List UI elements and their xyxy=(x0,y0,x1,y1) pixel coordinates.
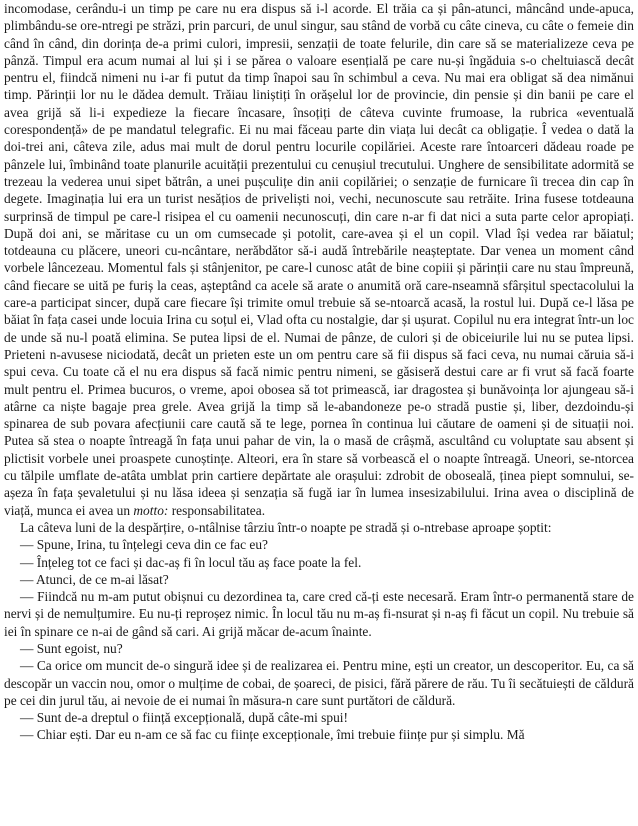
dialogue-line: — Sunt de-a dreptul o ființă excepțională, după câte-mi spui! xyxy=(20,710,348,726)
dialogue-line: — Înțeleg tot ce faci și dac-aș fi în locul tău aș face poate la fel. xyxy=(20,554,362,570)
dialogue-line: — Chiar ești. Dar eu n-am ce să fac cu ființe excepționale, îmi trebuie ființe pur și simplu. Mă xyxy=(20,727,525,743)
paragraph-text-end: responsabilitatea. xyxy=(168,502,266,518)
narrative-paragraph xyxy=(4,0,634,519)
dialogue-line: — Atunci, de ce m-ai lăsat? xyxy=(20,571,169,587)
dialogue-line: — Sunt egoist, nu? xyxy=(20,640,123,656)
dialogue-line: — Fiindcă nu m-am putut obișnui cu dezordinea ta, care cred că-ți este necesară. Eram într-o permanentă stare de nervi și de nemulțumire. Eu nu-ți reproșez nimic. În locul tău nu m-aș fi-nsurat și n-aș fi făcut un copil. Nu trebuie să iei în spinare ce n-ai de gând să cari. Ai grijă măcar de-acum înainte. xyxy=(4,589,634,639)
narrative-paragraph: La câteva luni de la despărțire, o-ntâlnise târziu într-o noapte pe stradă și o-ntrebase aproape șoptit: xyxy=(20,519,552,535)
dialogue-line: — Ca orice om muncit de-o singură idee și de realizarea ei. Pentru mine, ești un creator, un descoperitor. Eu, ca să descopăr un vaccin nou, omor o mulțime de cobai, de șoareci, de pisici, fără părere de rău. Tu îi secătuiești de căldură pe cei din jurul tău, ai nevoie de ei numai în măsura-n care sunt purtători de căldură. xyxy=(4,658,634,708)
dialogue-line: — Spune, Irina, tu înțelegi ceva din ce fac eu? xyxy=(20,537,268,553)
motto-italic-word: motto: xyxy=(133,502,169,518)
paragraph-text: incomodase, cerându-i un timp pe care nu era dispus să i-l acorde. El trăia ca și pân-atunci, mâncând unde-apuca, plimbându-se ore-ntregi pe străzi, prin parcuri, de unul singur, sau stând de vorbă cu câte cineva, cu câte o femeie din când în când, din dorința de-a primi culori, impresii, senzații de toate felurile, din care să se materializeze ceva pe pânză. Timpul era acum numai al lui și i se părea o valoare esențială pe care nu-și îngăduia s-o cheltuiască decât pentru el, fiindcă nimeni nu i-ar fi putut da timp înapoi sau în schimbul a ceva. Nu mai era obligat să dea nimănui timp. Părinții lor nu le dădea demult. Trăiau liniștiți în orășelul lor de provincie, din pensie și din banii pe care el avea grijă să li-i expedieze la fiecare încasare, însoțiți de câteva cuvinte frumoase, la rubrica «eventuală corespondență» de pe mandatul telegrafic. Ei nu mai făceau parte din viața lui decât ca obligație. Î vedea o dată la doi-trei ani, câteva zile, adus mai mult de dorul pentru locurile copilăriei. Aceste rare întoarceri dădeau roade pe pânzele lui, îmbinând toate planurile acuității prezentului cu cenușiul trecutului. Unghere de sensibilitate adormită se trezeau la vederea unui sipet bătrân, a unei pușculițe din anii copilăriei; o senzație de furnicare îi trecea din cap în degete. Imaginația lui era un turist nesățios de priveliști noi, vechi, necunoscute sau retrăite. Irina fusese totdeauna surprinsă de timpul pe care-l risipea el cu oamenii necunoscuți, din care n-ar fi dat nici a suta parte celor apropiați. După doi ani, se măritase cu un om cumsecade și potolit, care-avea și el un copil. Vlad își vedea rar băiatul; totdeauna cu plăcere, uneori cu-ncântare, nerăbdător să-i audă întrebările neașteptate. Dar venea un moment când vorbele lâncezeau. Momentul fals și stânjenitor, pe care-l cunosc atât de bine copiii și părinții care nu stau împreună, când fiecare se uită pe furiș la ceas, așteptând ca acele să arate o anumită oră care-nseamnă sfârșitul spectacolului la care-a participat sincer, după care fiecare își trimite omul trebuie să se-ntoarcă acasă, la rostul lui. După ce-l lăsa pe băiat în fața casei unde locuia Irina cu soțul ei, Vlad ofta cu nostalgie, dar și ușurat. Copilul nu era integrat într-un loc de unde să nu-l poată elimina. Se putea lipsi de el. Numai de pânze, de culori și de obiceiurile lui nu se putea lipsi. Prieteni n-avusese niciodată, decât un prieten este un om pentru care să fii dispus să faci ceva, nu numai căruia să-i spui ceva. Cu toate că el nu era dispus să facă nimic pentru nimeni, se găsiseră destui care ar fi vrut să facă foarte mult pentru el. Primea bucuros, o vreme, apoi obosea să tot primească, iar dragostea și bunăvoința lor ajungeau să-i atârne ca niște bagaje prea grele. Avea grijă la timp să le-abandoneze pe-o stradă pustie și, liber, dezdoindu-și spinarea de sub povara afecțiunii care caută să te lege, pornea în continua lui căutare de oameni și de situații noi. Putea să stea o noapte întreagă în fața unui pahar de vin, la o masă de crâșmă, ascultând cu voluptate sau absent și plictisit vorbele unei proaspete cunoștințe. Alteori, era în stare să vorbească el o noapte întreagă. Uneori, se-ntorcea cu tălpile umflate de-atâta umblat prin cartiere depărtate ale orașului: zdrobit de oboseală, ținea piept somnului, se-așeza în fața șevaletului și nu lăsa ideea și senzația să fugă iar în lumea insesizabilului. Irina avea o disciplină de viață, munca ei avea un xyxy=(4,1,634,518)
